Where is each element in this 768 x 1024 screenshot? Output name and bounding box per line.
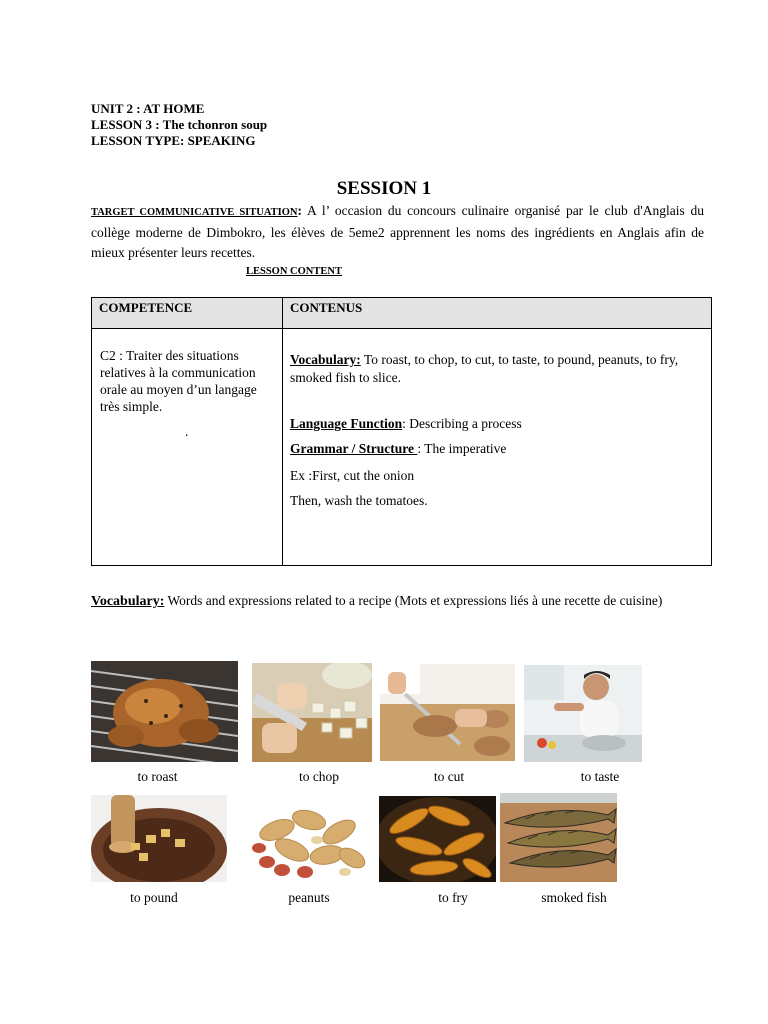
competence-header: COMPETENCE [92, 298, 283, 329]
caption-to-cut: to cut [433, 769, 465, 784]
tasting-chef-icon [524, 665, 642, 762]
competence-cell [92, 329, 283, 566]
vocab-label: Vocabulary: [290, 352, 361, 367]
lesson-table [91, 297, 712, 566]
language-function [290, 415, 704, 433]
caption-to-taste: to taste [580, 769, 620, 784]
function-text: : Describing a process [402, 416, 522, 431]
caption-to-chop: to chop [298, 769, 340, 784]
function-label: Language Function [290, 416, 403, 431]
target-situation-colon: : [297, 203, 302, 218]
grammar-label: Grammar / Structure [290, 441, 418, 456]
target-situation-text: A l’ occasion du concours culinaire organisé par le club d'Anglais du collège moderne de Dimbokro, les élèves de 5eme2 apprennent les noms des ingrédients en Anglais afin de mieux présenter leurs recettes. [91, 203, 704, 260]
session-title: SESSION 1 [336, 178, 432, 199]
lesson-heading: LESSON 3 : The tchonron soup [91, 117, 268, 132]
vocabulary-text: Words and expressions related to a recipe (Mots et expressions liés à une recette de cuisine) [164, 593, 663, 608]
target-situation-label: TARGET COMMUNICATIVE SITUATION [91, 207, 298, 218]
example-line-1: Ex :First, cut the onion [290, 468, 415, 483]
caption-to-fry: to fry [438, 890, 468, 905]
example-line-2: Then, wash the tomatoes. [290, 493, 428, 508]
grammar-structure [290, 440, 704, 458]
lesson-content-label: LESSON CONTENT [246, 266, 342, 277]
roast-chicken-icon [91, 661, 238, 762]
grammar-text: : The imperative [417, 441, 507, 456]
frying-fish-icon [379, 796, 496, 882]
caption-smoked-fish: smoked fish [541, 890, 607, 905]
smoked-fish-icon [500, 793, 617, 882]
competence-text: C2 : Traiter des situations relatives à la communication orale au moyen d’un langage très simple. [100, 348, 257, 414]
contenus-header: CONTENUS [283, 298, 712, 329]
peanuts-icon [247, 800, 370, 882]
mortar-pestle-icon [91, 795, 227, 882]
vocabulary-intro [91, 591, 711, 611]
chopping-onion-icon [252, 663, 372, 762]
caption-to-roast: to roast [137, 769, 178, 784]
cutting-potato-icon [380, 664, 515, 761]
vocab-text: To roast, to chop, to cut, to taste, to pound, peanuts, to fry, smoked fish to slice. [290, 352, 679, 385]
caption-peanuts: peanuts [288, 890, 330, 905]
intro-paragraph [91, 201, 704, 263]
contenus-cell [283, 329, 712, 566]
vocabulary-label: Vocabulary: [91, 594, 165, 609]
lesson-type-heading: LESSON TYPE: SPEAKING [91, 133, 256, 148]
dot-marker: . [185, 424, 189, 439]
caption-to-pound: to pound [130, 890, 178, 905]
unit-heading: UNIT 2 : AT HOME [91, 101, 205, 116]
vocab-content [290, 351, 704, 387]
